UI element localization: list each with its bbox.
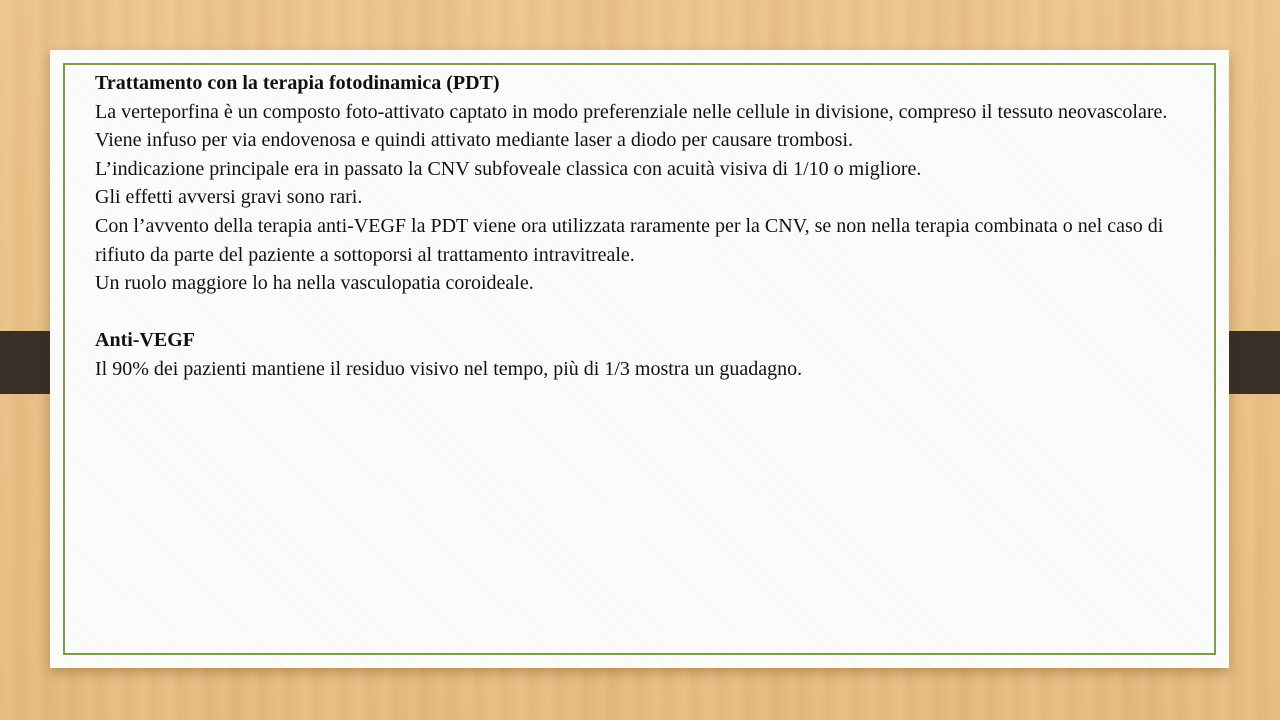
pdt-paragraph: Gli effetti avversi gravi sono rari. xyxy=(95,186,363,209)
pdt-paragraph: Un ruolo maggiore lo ha nella vasculopatia coroideale. xyxy=(95,272,534,295)
section-spacer xyxy=(95,298,1180,327)
slide-card xyxy=(50,50,1229,668)
pdt-paragraph: La verteporfina è un composto foto-attivato captato in modo preferenziale nelle cellule in divisione, compreso il tessuto neovascolare. xyxy=(95,100,1168,123)
slide-content xyxy=(95,69,1180,384)
pdt-heading: Trattamento con la terapia fotodinamica (PDT) xyxy=(95,72,500,94)
pdt-paragraph: Con l’avvento della terapia anti-VEGF la PDT viene ora utilizzata raramente per la CNV, se non nella terapia combinata o nel caso di rifiuto da parte del paziente a sottoporsi al trattamento intravitreale. xyxy=(95,214,1164,266)
antivegf-paragraph: Il 90% dei pazienti mantiene il residuo visivo nel tempo, più di 1/3 mostra un guadagno. xyxy=(95,357,803,380)
pdt-paragraph: Viene infuso per via endovenosa e quindi attivato mediante laser a diodo per causare trombosi. xyxy=(95,129,853,152)
pdt-paragraph: L’indicazione principale era in passato la CNV subfoveale classica con acuità visiva di 1/10 o migliore. xyxy=(95,157,922,180)
antivegf-heading: Anti-VEGF xyxy=(95,329,195,352)
